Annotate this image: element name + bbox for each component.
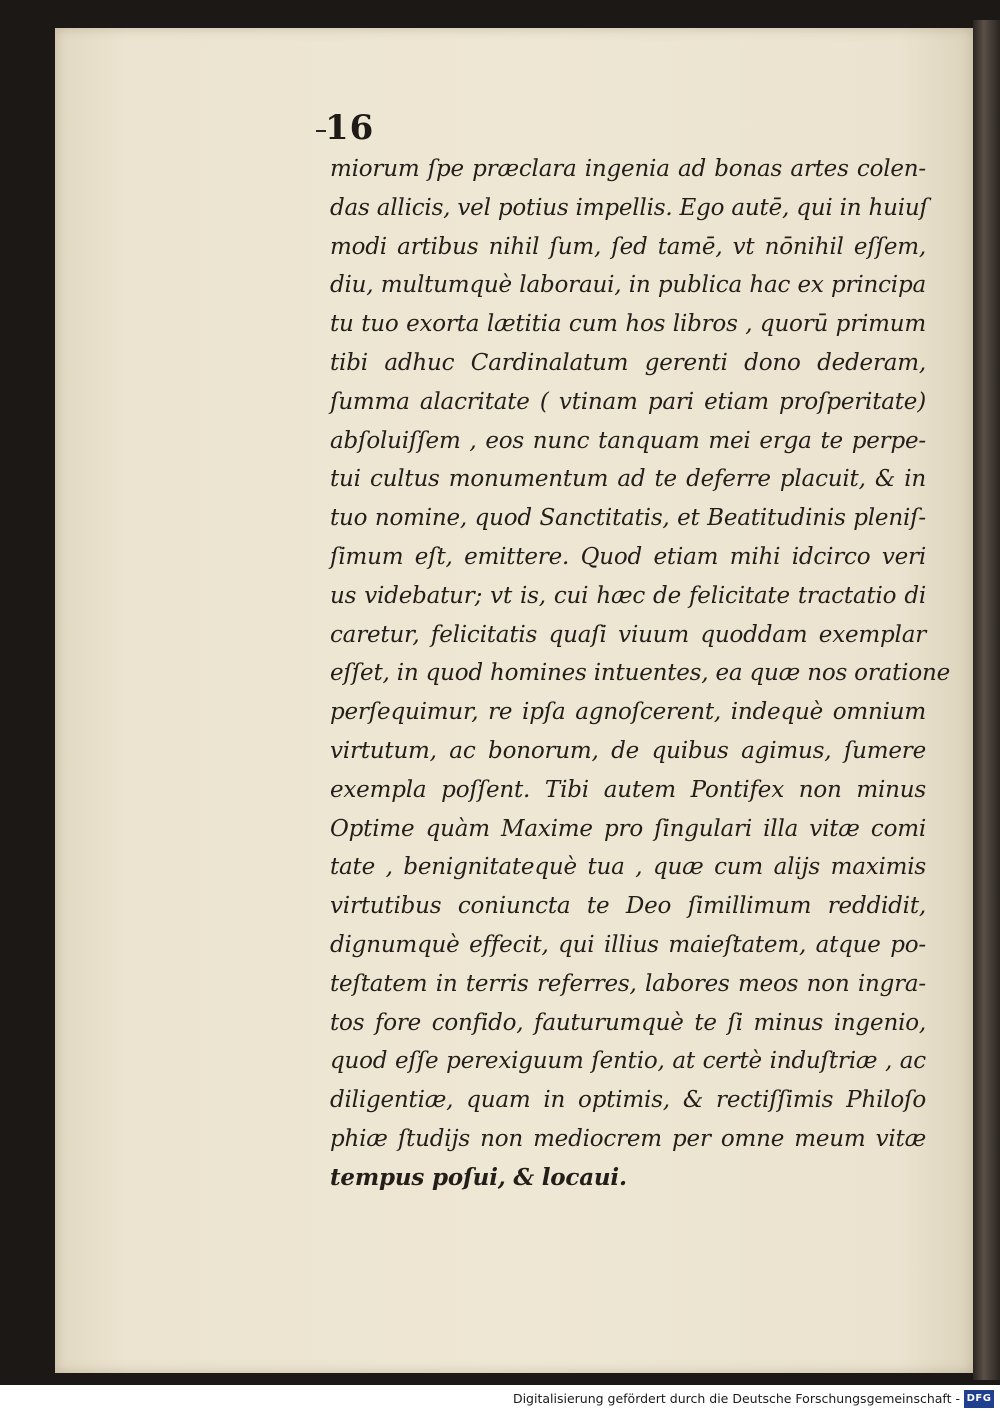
text-line: tui cultus monumentum ad te deferre placuit, & in: [330, 466, 926, 493]
page-number: 16: [325, 108, 375, 148]
text-line: eſſet, in quod homines intuentes, ea quæ nos oratione: [330, 660, 951, 687]
page-edge: [973, 20, 1000, 1380]
text-line-last: tempus poſui, & locaui.: [330, 1163, 627, 1191]
text-line: us videbatur; vt is, cui hæc de felicitate tractatio di: [330, 582, 926, 609]
footer-bar: [0, 1389, 1000, 1411]
text-line: diligentiæ, quam in optimis, & rectiſſimis Philoſo: [330, 1087, 926, 1114]
text-line: teſtatem in terris referres, labores meos non ingra-: [330, 970, 926, 997]
text-line: tos fore confido, fauturumquè te ſi minus ingenio,: [330, 1009, 926, 1036]
text-line: perſequimur, re ipſa agnoſcerent, indequè omnium: [330, 699, 926, 726]
text-line: tuo nomine, quod Sanctitatis, et Beatitudinis pleniſ-: [330, 505, 926, 532]
text-line: ſumma alacritate ( vtinam pari etiam proſperitate): [330, 388, 926, 415]
text-line: abſoluiſſem , eos nunc tanquam mei erga te perpe-: [330, 427, 926, 454]
text-line: quod eſſe perexiguum ſentio, at certè induſtriæ , ac: [330, 1048, 926, 1075]
text-line: diu, multumquè laboraui, in publica hac ex principa: [330, 272, 926, 299]
text-line: dignumquè effecit, qui illius maieſtatem, atque po-: [330, 931, 926, 958]
text-line: Optime quàm Maxime pro ſingulari illa vitæ comi: [330, 815, 926, 842]
text-line: virtutibus coniuncta te Deo ſimillimum reddidit,: [330, 893, 926, 920]
body-text: [330, 150, 951, 1198]
dfg-logo-icon: DFG: [964, 1390, 994, 1408]
text-line: tibi adhuc Cardinalatum gerenti dono dederam,: [330, 349, 926, 376]
text-line: tate , benignitatequè tua , quæ cum alijs maximis: [330, 854, 926, 881]
text-line: virtutum, ac bonorum, de quibus agimus, ſumere: [330, 737, 926, 764]
text-line: das allicis, vel potius impellis. Ego autē, qui in huiuſ: [330, 194, 928, 221]
text-line: modi artibus nihil ſum, ſed tamē, vt nōnihil eſſem,: [330, 233, 926, 260]
text-line: exempla poſſent. Tibi autem Pontifex non minus: [330, 776, 926, 803]
text-line: tu tuo exorta lætitia cum hos libros , quorū primum: [330, 311, 926, 338]
text-line: caretur, felicitatis quaſi viuum quoddam exemplar: [330, 621, 926, 648]
text-line: phiæ ſtudijs non mediocrem per omne meum vitæ: [330, 1125, 926, 1152]
text-line: ſimum eſt, emittere. Quod etiam mihi idcirco veri: [330, 543, 926, 570]
funding-credit: Digitalisierung gefördert durch die Deutsche Forschungsgemeinschaft -: [512, 1391, 960, 1406]
text-line: miorum ſpe præclara ingenia ad bonas artes colen-: [330, 156, 926, 182]
